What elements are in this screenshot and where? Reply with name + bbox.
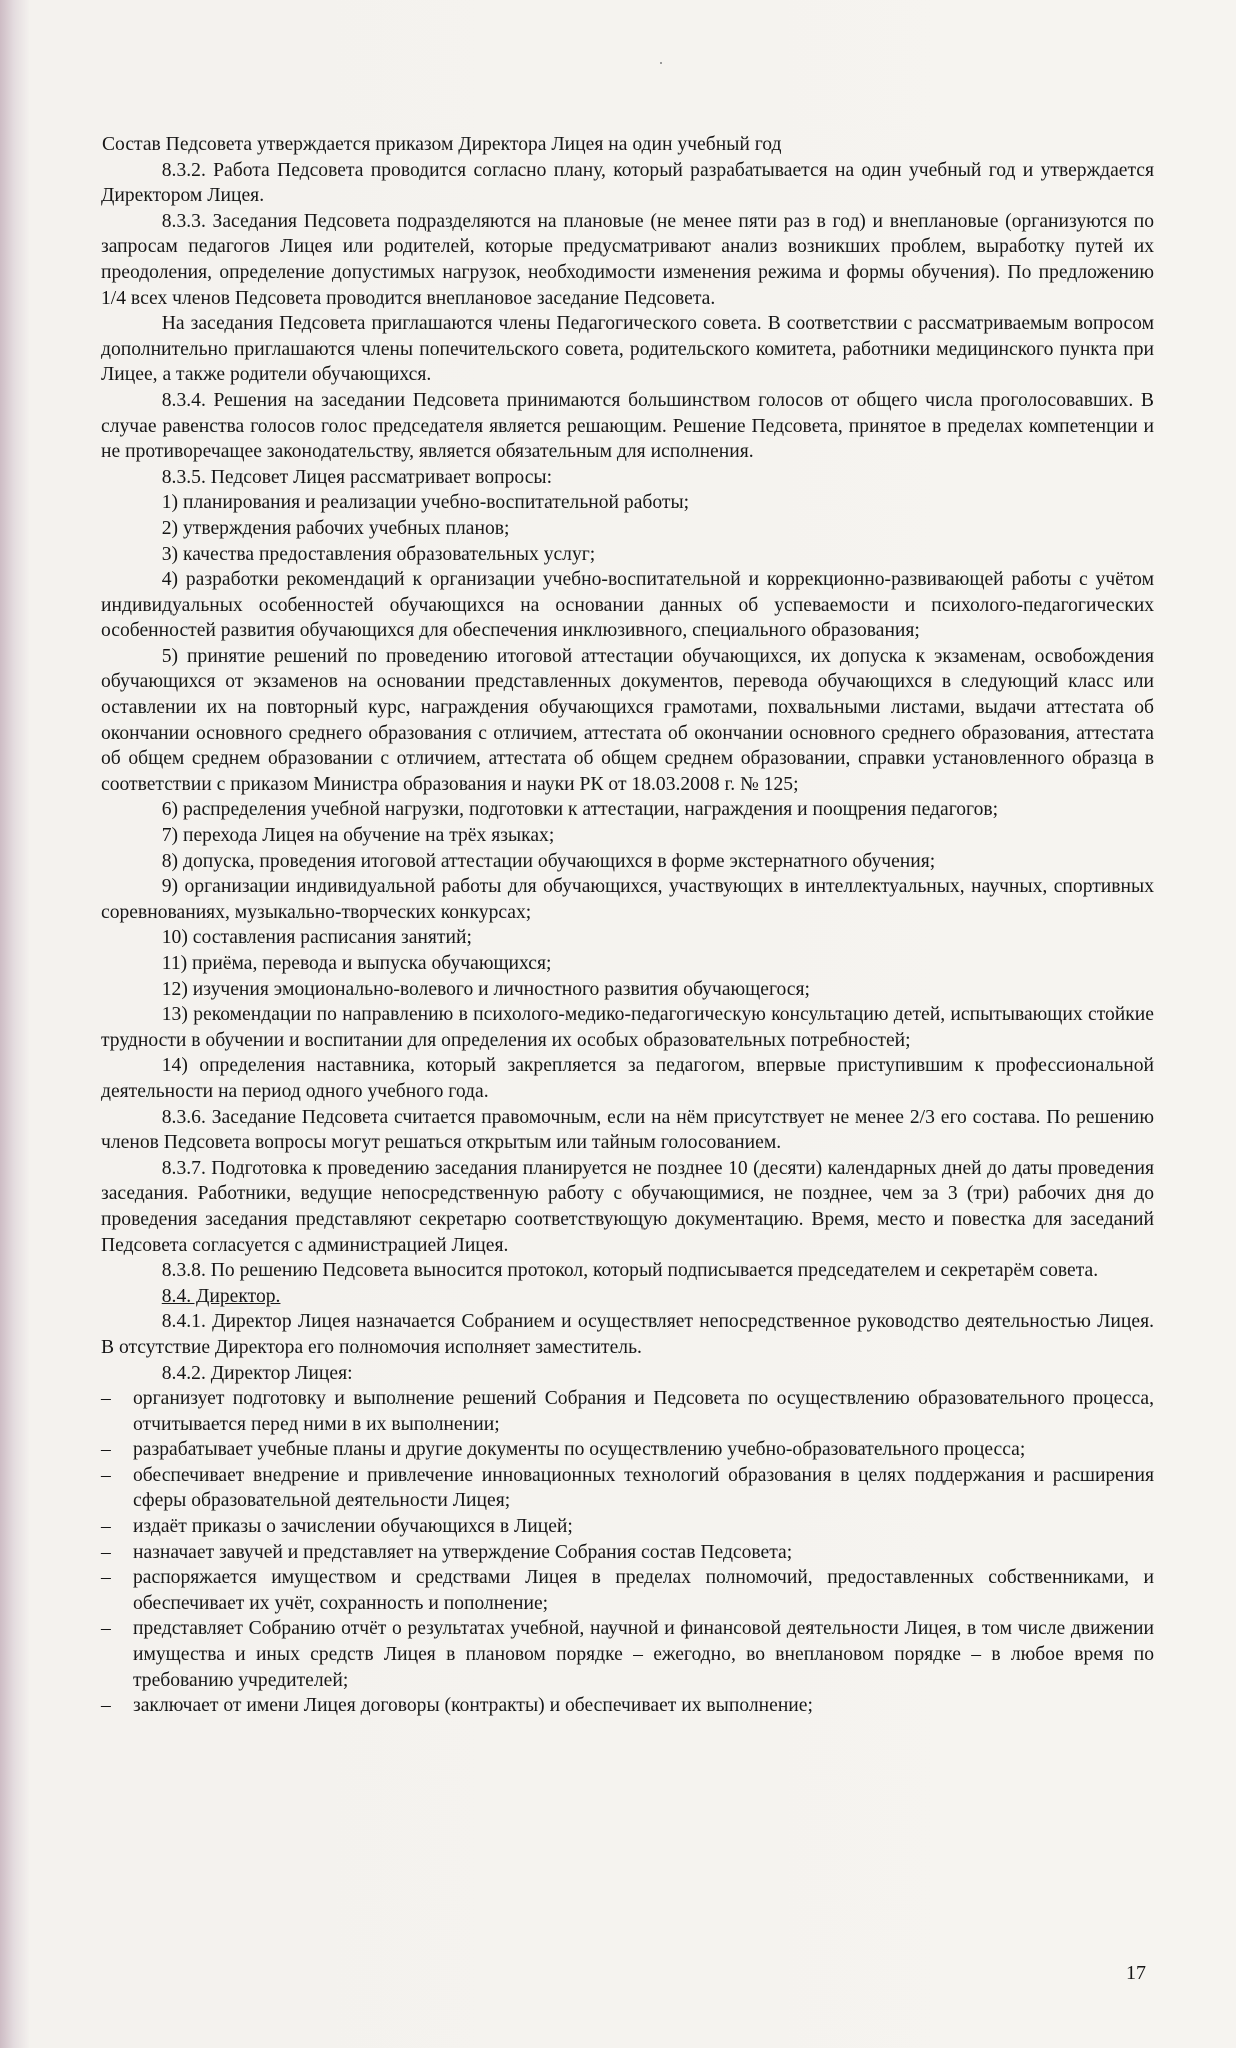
paragraph: На заседания Педсовета приглашаются члены Педагогического совета. В соответствии с рассматриваемым вопросом дополнительно приглашаются члены попечительского совета, родительского комитета, работники медицинского пункта при Лицее, а также родители обучающихся. [101,313,1154,386]
list-item: – обеспечивает внедрение и привлечение инновационных технологий образования в целях поддержания и расширения сферы образовательной деятельности Лицея; [101,1463,1154,1514]
paragraph: 8.3.7. Подготовка к проведению заседания планируется не позднее 10 (десяти) календарных дней до даты проведения заседания. Работники, ведущие непосредственную работу с обучающимися, не позднее, чем за 3 (три) рабочих дня до проведения заседания представляют секретарю соответствующую документацию. Время, место и повестка для заседаний Педсовета согласуется с администрацией Лицея. [101,1157,1154,1256]
paragraph: 8.3.3. Заседания Педсовета подразделяются на плановые (не менее пяти раз в год) и внеплановые (организуются по запросам педагогов Лицея или родителей, которые предусматривают анализ возникших проблем, выработку путей их преодоления, определение допустимых нагрузок, необходимости изменения режима и формы обучения). По предложению 1/4 всех членов Педсовета проводится внеплановое заседание Педсовета. [101,210,1154,309]
list-item: – представляет Собранию отчёт о результатах учебной, научной и финансовой деятельности Лицея, в том числе движении имущества и иных средств Лицея в плановом порядке – ежегодно, во внеплановом порядке – в любое время по требованию учредителей; [101,1616,1154,1693]
paragraph: 7) перехода Лицея на обучение на трёх языках; [161,825,555,847]
paragraph: 12) изучения эмоционально-волевого и личностного развития обучающегося; [161,978,810,1000]
list-item: – разрабатывает учебные планы и другие документы по осуществлению учебно-образовательного процесса; [101,1437,1154,1463]
paragraph: 11) приёма, перевода и выпуска обучающихся; [161,953,552,974]
list-item: – организует подготовку и выполнение решений Собрания и Педсовета по осуществлению образовательного процесса, отчитывается перед ними в их выполнении; [101,1386,1154,1437]
document-body [101,132,1154,1719]
paragraph: 8.3.6. Заседание Педсовета считается правомочным, если на нём присутствует не менее 2/3 его состава. По решению членов Педсовета вопросы могут решаться открытым или тайным голосованием. [101,1106,1154,1154]
paragraph: 9) организации индивидуальной работы для обучающихся, участвующих в интеллектуальных, научных, спортивных соревнованиях, музыкально-творческих конкурсах; [101,876,1154,923]
paragraph: 5) принятие решений по проведению итоговой аттестации обучающихся, их допуска к экзаменам, освобождения обучающихся от экзаменов на основании представленных документов, перевода обучающихся в следующий класс или оставлении их на повторный курс, награждения обучающихся грамотами, похвальными листами, выдачи аттестата об окончании основного среднего образования с отличием, аттестата об окончании основного среднего образования, аттестата об общем среднем образовании с отличием, аттестата об общем среднем образовании, справки установленного образца в соответствии с приказом Министра образования и науки РК от 18.03.2008 г. № 125; [101,645,1154,795]
paragraph: 8) допуска, проведения итоговой аттестации обучающихся в форме экстернатного обучения; [161,850,936,872]
list-item: – назначает завучей и представляет на утверждение Собрания состав Педсовета; [101,1540,1154,1566]
list-item: – заключает от имени Лицея договоры (контракты) и обеспечивает их выполнение; [101,1693,1154,1719]
paragraph: 8.4.1. Директор Лицея назначается Собранием и осуществляет непосредственное руководство деятельностью Лицея. В отсутствие Директора его полномочия исполняет заместитель. [101,1311,1154,1358]
paragraph: 10) составления расписания занятий; [161,927,472,949]
paragraph: 8.4.2. Директор Лицея: [161,1362,353,1384]
paragraph: 4) разработки рекомендаций к организации учебно-воспитательной и коррекционно-развивающей работы с учётом индивидуальных особенностей обучающихся на основании данных об успеваемости и психолого-педагогических особенностей развития обучающихся для обеспечения инклюзивного, специального образования; [101,569,1154,642]
paragraph: 1) планирования и реализации учебно-воспитательной работы; [161,492,690,514]
paragraph: 8.3.5. Педсовет Лицея рассматривает вопросы: [161,466,553,488]
paragraph: 6) распределения учебной нагрузки, подготовки к аттестации, награждения и поощрения педагогов; [161,799,999,821]
page-number: 17 [1126,1962,1146,1984]
paragraph: 13) рекомендации по направлению в психолого-медико-педагогическую консультацию детей, испытывающих стойкие трудности в обучении и воспитании для определения их особых образовательных потребностей; [101,1004,1154,1051]
paragraph: 2) утверждения рабочих учебных планов; [161,517,510,539]
section-heading [101,1284,1154,1310]
paragraph: 8.3.8. По решению Педсовета выносится протокол, который подписывается председателем и секретарём совета. [161,1260,1099,1282]
section-heading-text: 8.4. Директор. [161,1285,281,1307]
list-item: – издаёт приказы о зачислении обучающихся в Лицей; [101,1514,1154,1540]
list-item: – распоряжается имуществом и средствами Лицея в пределах полномочий, предоставленных собственниками, и обеспечивает их учёт, сохранность и пополнение; [101,1565,1154,1616]
scan-speck [660,62,662,64]
paragraph: 14) определения наставника, который закрепляется за педагогом, впервые приступившим к профессиональной деятельности на период одного учебного года. [101,1055,1154,1102]
paragraph: 8.3.4. Решения на заседании Педсовета принимаются большинством голосов от общего числа проголосовавших. В случае равенства голосов голос председателя является решающим. Решение Педсовета, принятое в пределах компетенции и не противоречащее законодательству, является обязательным для исполнения. [101,389,1154,463]
paragraph: 3) качества предоставления образовательных услуг; [161,543,596,565]
paragraph: Состав Педсовета утверждается приказом Директора Лицея на один учебный год [101,134,782,155]
paragraph: 8.3.2. Работа Педсовета проводится согласно плану, который разрабатывается на один учебный год и утверждается Директором Лицея. [101,159,1154,207]
